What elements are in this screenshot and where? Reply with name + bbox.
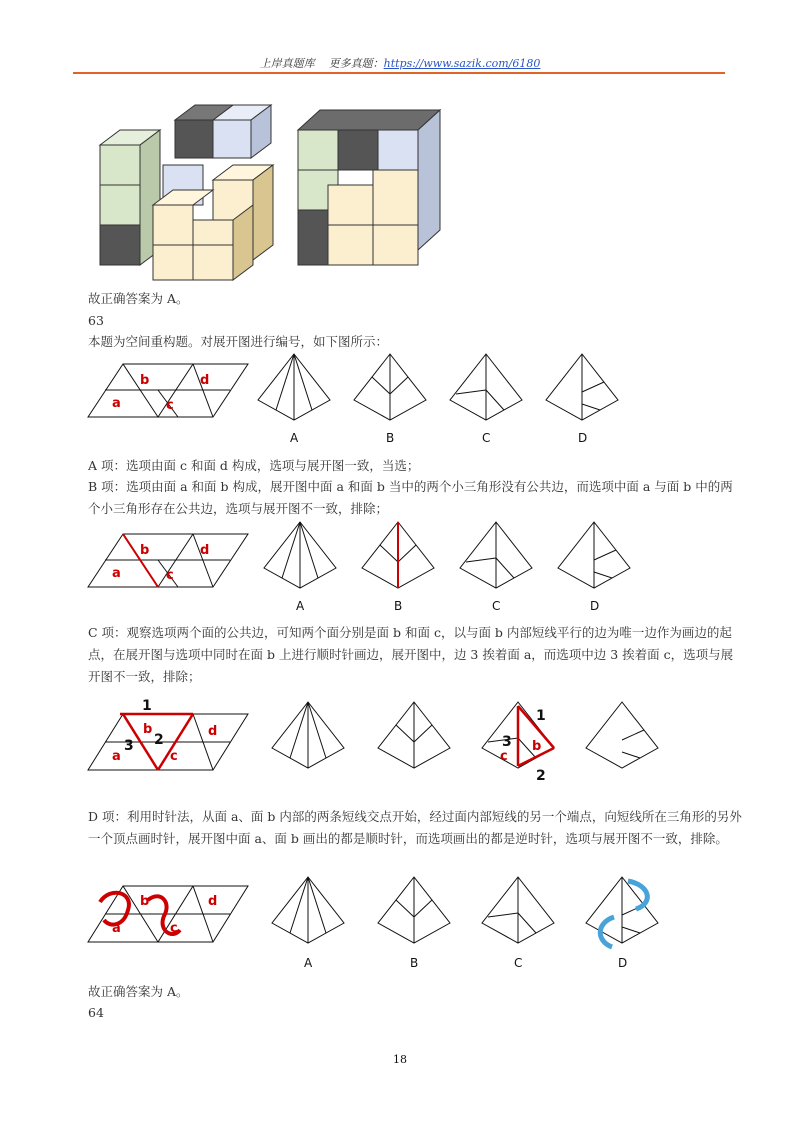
svg-text:D: D — [578, 431, 588, 445]
svg-text:3: 3 — [502, 734, 512, 750]
svg-text:A: A — [304, 956, 313, 970]
question-number-64: 64 — [88, 1005, 104, 1020]
option-a-text: A 项：选项由面 c 和面 d 构成，选项与展开图一致，当选； — [88, 458, 420, 473]
svg-text:B: B — [394, 599, 403, 613]
answer-line-2: 故正确答案为 A。 — [88, 984, 189, 999]
net-label-d: d — [200, 373, 210, 388]
svg-text:c: c — [166, 568, 174, 583]
option-pyramid-row1-a — [256, 352, 334, 452]
svg-text:2: 2 — [536, 768, 546, 784]
cube-figure-right — [298, 105, 448, 270]
cube-figure-left — [95, 105, 275, 285]
header-rule — [73, 72, 725, 74]
header-url-link[interactable]: https://www.sazik.com/6180 — [383, 57, 541, 70]
svg-text:b: b — [143, 722, 153, 737]
svg-text:c: c — [500, 749, 508, 764]
option-pyramid-row4-d — [584, 875, 664, 975]
svg-text:1: 1 — [536, 708, 546, 724]
edge-number-1: 1 — [142, 698, 152, 714]
page-number: 18 — [393, 1053, 407, 1066]
svg-text:C: C — [514, 956, 523, 970]
question-intro: 本题为空间重构题。对展开图进行编号，如下图所示： — [88, 334, 389, 349]
header-site: 上岸真题库 — [259, 57, 315, 70]
svg-text:b: b — [140, 894, 150, 909]
svg-text:D: D — [618, 956, 628, 970]
svg-text:B: B — [386, 431, 395, 445]
answer-line-1: 故正确答案为 A。 — [88, 291, 189, 306]
option-pyramid-row2-a — [262, 520, 340, 620]
option-pyramid-row1-b — [352, 352, 430, 452]
option-pyramid-row3-d — [584, 700, 662, 800]
option-pyramid-row2-d — [556, 520, 634, 620]
option-pyramid-row2-b — [360, 520, 438, 620]
net-label-c: c — [166, 398, 174, 413]
svg-text:b: b — [140, 543, 150, 558]
option-pyramid-row3-a — [270, 700, 348, 800]
option-c-text: C 项：观察选项两个面的公共边，可知两个面分别是面 b 和面 c，以与面 b 内部短线平行的边为唯一边作为画边的起点，在展开图与选项中同时在面 b 上进行顺时针画边，展开图中，边 3 挨着面 a，而选项中边 3 挨着面 c，选项与展开图不一致，排除； — [88, 625, 734, 684]
svg-text:C: C — [482, 431, 491, 445]
svg-text:a: a — [112, 921, 121, 936]
edge-number-2: 2 — [154, 732, 164, 748]
svg-text:D: D — [590, 599, 600, 613]
svg-text:c: c — [170, 749, 178, 764]
svg-text:b: b — [532, 739, 542, 754]
svg-text:d: d — [208, 894, 218, 909]
option-b-text: B 项：选项由面 a 和面 b 构成，展开图中面 a 和面 b 当中的两个小三角形没有公共边，而选项中面 a 与面 b 中的两个小三角形存在公共边，选项与展开图不一致，排除； — [88, 479, 733, 516]
svg-text:B: B — [410, 956, 419, 970]
svg-text:a: a — [112, 566, 121, 581]
net-label-b: b — [140, 373, 150, 388]
page-header — [0, 55, 800, 71]
edge-number-3: 3 — [124, 738, 134, 754]
svg-text:d: d — [208, 724, 218, 739]
option-pyramid-row3-b — [376, 700, 454, 800]
svg-text:A: A — [296, 599, 305, 613]
svg-text:a: a — [112, 749, 121, 764]
svg-text:A: A — [290, 431, 299, 445]
net-diagram-2 — [88, 532, 248, 592]
svg-text:C: C — [492, 599, 501, 613]
net-diagram-4 — [88, 880, 248, 950]
net-label-a: a — [112, 396, 121, 411]
option-pyramid-row4-c — [480, 875, 558, 975]
question-number-63: 63 — [88, 313, 104, 328]
option-pyramid-row1-d — [544, 352, 622, 452]
option-pyramid-row3-c — [480, 700, 560, 800]
net-diagram-3 — [88, 698, 248, 776]
option-pyramid-row4-a — [270, 875, 348, 975]
header-more-label: 更多真题： — [328, 57, 384, 70]
option-d-text: D 项：利用时针法，从面 a、面 b 内部的两条短线交点开始，经过面内部短线的另一个端点，向短线所在三角形的另外一个顶点画时针，展开图中面 a、面 b 画出的都是顺时针，而选项画出的都是逆时针，选项与展开图不一致，排除。 — [88, 809, 742, 846]
option-pyramid-row4-b — [376, 875, 454, 975]
option-pyramid-row1-c — [448, 352, 526, 452]
option-pyramid-row2-c — [458, 520, 536, 620]
svg-text:c: c — [170, 921, 178, 936]
svg-text:d: d — [200, 543, 210, 558]
net-diagram-1 — [88, 362, 248, 422]
